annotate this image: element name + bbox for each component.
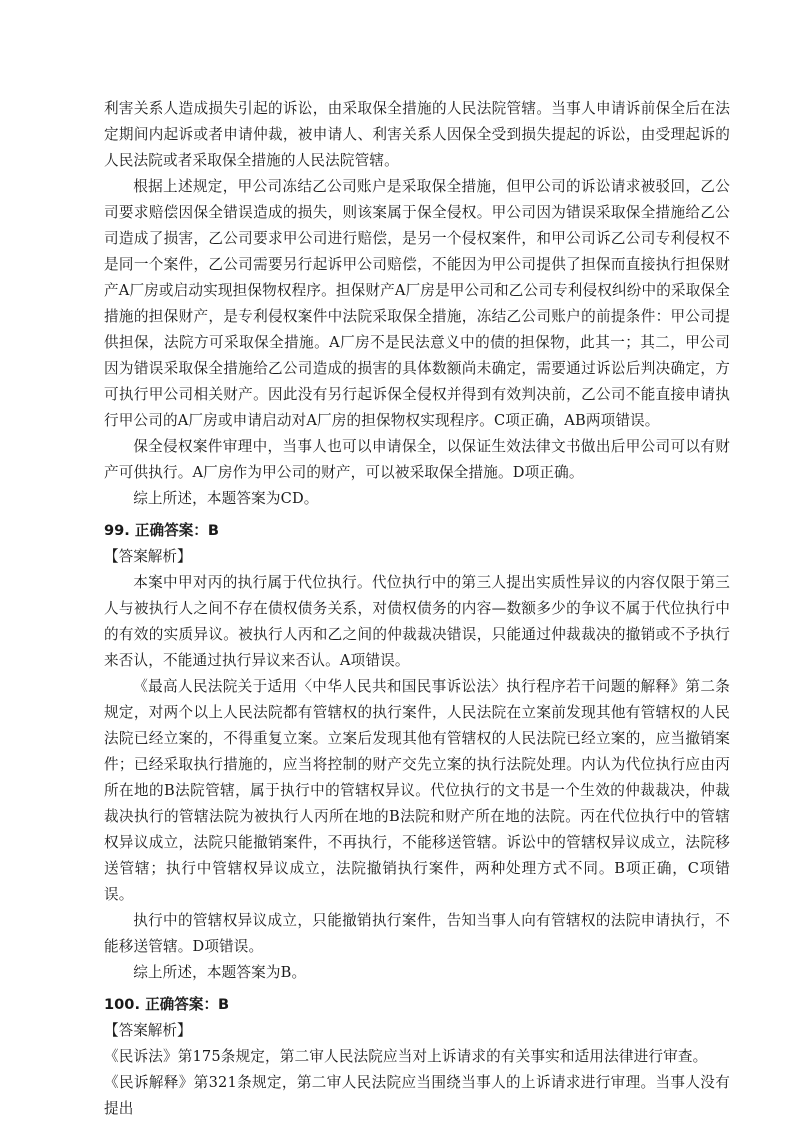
paragraph: 根据上述规定，甲公司冻结乙公司账户是采取保全措施，但甲公司的诉讼请求被驳回，乙公司要求赔偿因保全错误造成的损失，则该案属于保全侵权。甲公司因为错误采取保全措施给乙公司造成了损害，乙公司要求甲公司进行赔偿，是另一个侵权案件，和甲公司诉乙公司专利侵权不是同一个案件，乙公司需要另行起诉甲公司赔偿，不能因为甲公司提供了担保而直接执行担保财产A厂房或启动实现担保物权程序。担保财产A厂房是甲公司和乙公司专利侵权纠纷中的采取保全措施的担保财产，是专利侵权案件中法院采取保全措施，冻结乙公司账户的前提条件：甲公司提供担保，法院方可采取保全措施。A厂房不是民法意义中的债的担保物，此其一；其二，甲公司因为错误采取保全措施给乙公司造成的损害的具体数额尚未确定，需要通过诉讼后判决确定，方可执行甲公司相关财产。因此没有另行起诉保全侵权并得到有效判决前，乙公司不能直接申请执行甲公司的A厂房或申请启动对A厂房的担保物权实现程序。C项正确，AB两项错误。: [104, 178, 730, 429]
paragraph: 综上所述，本题答案为B。: [133, 964, 307, 981]
paragraph: 《民诉解释》第321条规定，第二审人民法院应当围绕当事人的上诉请求进行审理。当事人没有提出: [104, 1074, 730, 1117]
answer-heading: 100. 正确答案：B: [104, 996, 230, 1013]
paragraph: 综上所述，本题答案为CD。: [133, 490, 319, 507]
answer-99: [104, 518, 730, 986]
document-body: [104, 96, 730, 1122]
analysis-label: 【答案解析】: [104, 1022, 192, 1039]
answer-98-continued: [104, 96, 730, 512]
paragraph: 保全侵权案件审理中，当事人也可以申请保全，以保证生效法律文书做出后甲公司可以有财产可供执行。A厂房作为甲公司的财产，可以被采取保全措施。D项正确。: [104, 438, 730, 481]
paragraph: 利害关系人造成损失引起的诉讼，由采取保全措施的人民法院管辖。当事人申请诉前保全后在法定期间内起诉或者申请仲裁，被申请人、利害关系人因保全受到损失提起的诉讼，由受理起诉的人民法院或者采取保全措施的人民法院管辖。: [104, 100, 730, 169]
paragraph: 《最高人民法院关于适用〈中华人民共和国民事诉讼法〉执行程序若干问题的解释》第二条规定，对两个以上人民法院都有管辖权的执行案件，人民法院在立案前发现其他有管辖权的人民法院已经立案的，不得重复立案。立案后发现其他有管辖权的人民法院已经立案的，应当撤销案件；已经采取执行措施的，应当将控制的财产交先立案的执行法院处理。内认为代位执行应由丙所在地的B法院管辖，属于执行中的管辖权异议。代位执行的文书是一个生效的仲裁裁决，仲裁裁决执行的管辖法院为被执行人丙所在地的B法院和财产所在地的法院。丙在代位执行中的管辖权异议成立，法院只能撤销案件，不再执行，不能移送管辖。诉讼中的管辖权异议成立，法院移送管辖；执行中管辖权异议成立，法院撤销执行案件，两种处理方式不同。B项正确，C项错误。: [104, 678, 730, 903]
paragraph: 本案中甲对丙的执行属于代位执行。代位执行中的第三人提出实质性异议的内容仅限于第三人与被执行人之间不存在债权债务关系，对债权债务的内容—数额多少的争议不属于代位执行中的有效的实质异议。被执行人丙和乙之间的仲裁裁决错误，只能通过仲裁裁决的撤销或不予执行来否认，不能通过执行异议来否认。A项错误。: [104, 574, 730, 669]
paragraph: 执行中的管辖权异议成立，只能撤销执行案件，告知当事人向有管辖权的法院申请执行，不能移送管辖。D项错误。: [104, 912, 730, 955]
paragraph: 《民诉法》第175条规定，第二审人民法院应当对上诉请求的有关事实和适用法律进行审查。: [104, 1048, 708, 1065]
analysis-label: 【答案解析】: [104, 548, 192, 565]
answer-heading: 99. 正确答案：B: [104, 522, 220, 539]
answer-100: [104, 992, 730, 1122]
